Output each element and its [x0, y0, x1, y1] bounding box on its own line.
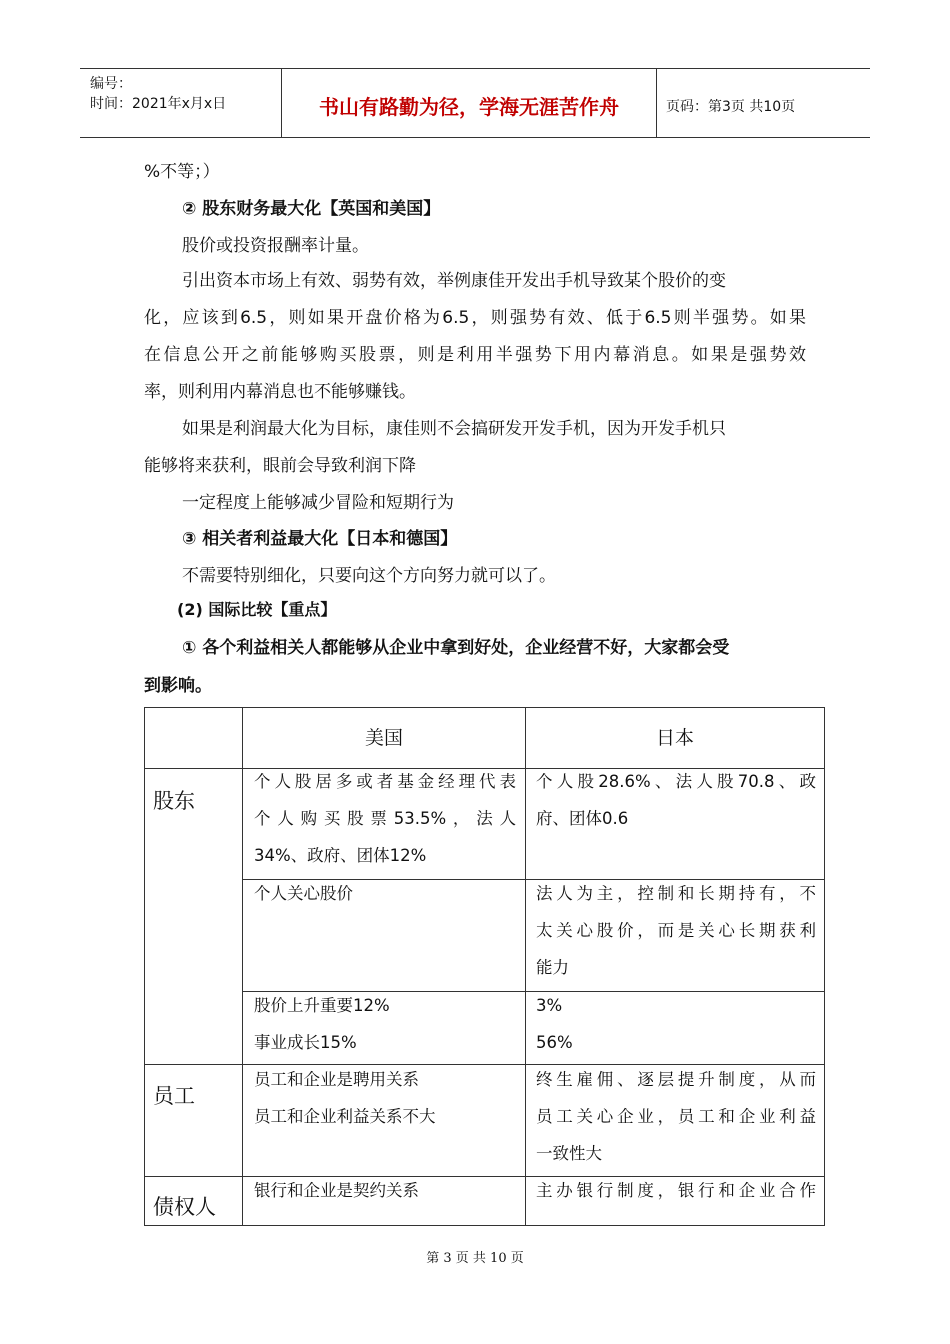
- table-rule: [144, 707, 825, 708]
- table-cell: 法人为主，控制和长期持有，不 太关心股价，而是关心长期获利 能力: [536, 884, 816, 977]
- table-cell: 员工和企业是聘用关系 员工和企业利益关系不大: [254, 1070, 436, 1126]
- table-rule: [824, 707, 825, 1226]
- table-cell: 主办银行制度，银行和企业合作: [536, 1181, 816, 1200]
- paragraph-line: 在信息公开之前能够购买股票，则是利用半强势下用内幕消息。如果是强势效: [144, 345, 806, 365]
- column-header-us: 美国: [364, 727, 403, 749]
- row-header-employee: 员工: [153, 1084, 195, 1108]
- table-rule: [144, 1225, 825, 1226]
- paragraph-line: 化，应该到6.5，则如果开盘价格为6.5，则强势有效、低于6.5则半强势。如果: [144, 308, 806, 328]
- paragraph-line: 引出资本市场上有效、弱势有效，举例康佳开发出手机导致某个股价的变: [182, 271, 726, 291]
- paragraph-line: 率，则利用内幕消息也不能够赚钱。: [144, 382, 416, 402]
- row-header-shareholder: 股东: [153, 789, 195, 813]
- text-line: %不等；）: [144, 162, 220, 182]
- table-cell: 终生雇佣、逐层提升制度，从而 员工关心企业，员工和企业利益 一致性大: [536, 1070, 816, 1163]
- table-cell: 股价上升重要12% 事业成长15%: [254, 996, 390, 1052]
- header-motto-cell: [282, 69, 657, 137]
- table-rule: [525, 707, 526, 1226]
- section-heading: ③ 相关者利益最大化【日本和德国】: [182, 529, 458, 549]
- page-header: [80, 68, 870, 138]
- table-cell: 个人股28.6%、法人股70.8、政 府、团体0.6: [536, 772, 816, 828]
- table-rule: [144, 707, 145, 1226]
- page-footer: 第 3 页 共 10 页: [426, 1251, 524, 1266]
- paragraph: 一定程度上能够减少冒险和短期行为: [182, 493, 454, 513]
- header-info-cell: [80, 69, 282, 137]
- paragraph-line: 到影响。: [144, 676, 212, 696]
- table-rule: [242, 707, 243, 1226]
- paragraph-line: 如果是利润最大化为目标，康佳则不会搞研发开发手机，因为开发手机只: [182, 419, 726, 439]
- header-page-cell: [657, 69, 870, 137]
- doc-date-label: 时间：2021年x月x日: [90, 96, 227, 112]
- header-motto: 书山有路勤为径，学海无涯苦作舟: [319, 95, 619, 119]
- paragraph-line: 能够将来获利，眼前会导致利润下降: [144, 456, 416, 476]
- section-heading: ② 股东财务最大化【英国和美国】: [182, 199, 441, 219]
- table-cell: 个人关心股价: [254, 884, 353, 903]
- paragraph: 不需要特别细化，只要向这个方向努力就可以了。: [182, 566, 556, 586]
- paragraph-line: ① 各个利益相关人都能够从企业中拿到好处，企业经营不好，大家都会受: [182, 638, 730, 658]
- table-cell: 个人股居多或者基金经理代表 个人购买股票53.5%，法人 34%、政府、团体12%: [254, 772, 516, 865]
- doc-number-label: 编号：: [90, 76, 132, 92]
- column-header-japan: 日本: [655, 727, 694, 749]
- paragraph: 股价或投资报酬率计量。: [182, 236, 369, 256]
- section-heading: (2) 国际比较【重点】: [177, 600, 337, 619]
- row-header-creditor: 债权人: [153, 1195, 216, 1219]
- comparison-table: [144, 707, 825, 1226]
- header-page-number: 页码：第3页 共10页: [666, 99, 796, 115]
- table-cell: 3% 56%: [536, 996, 573, 1052]
- table-cell: 银行和企业是契约关系: [254, 1181, 419, 1200]
